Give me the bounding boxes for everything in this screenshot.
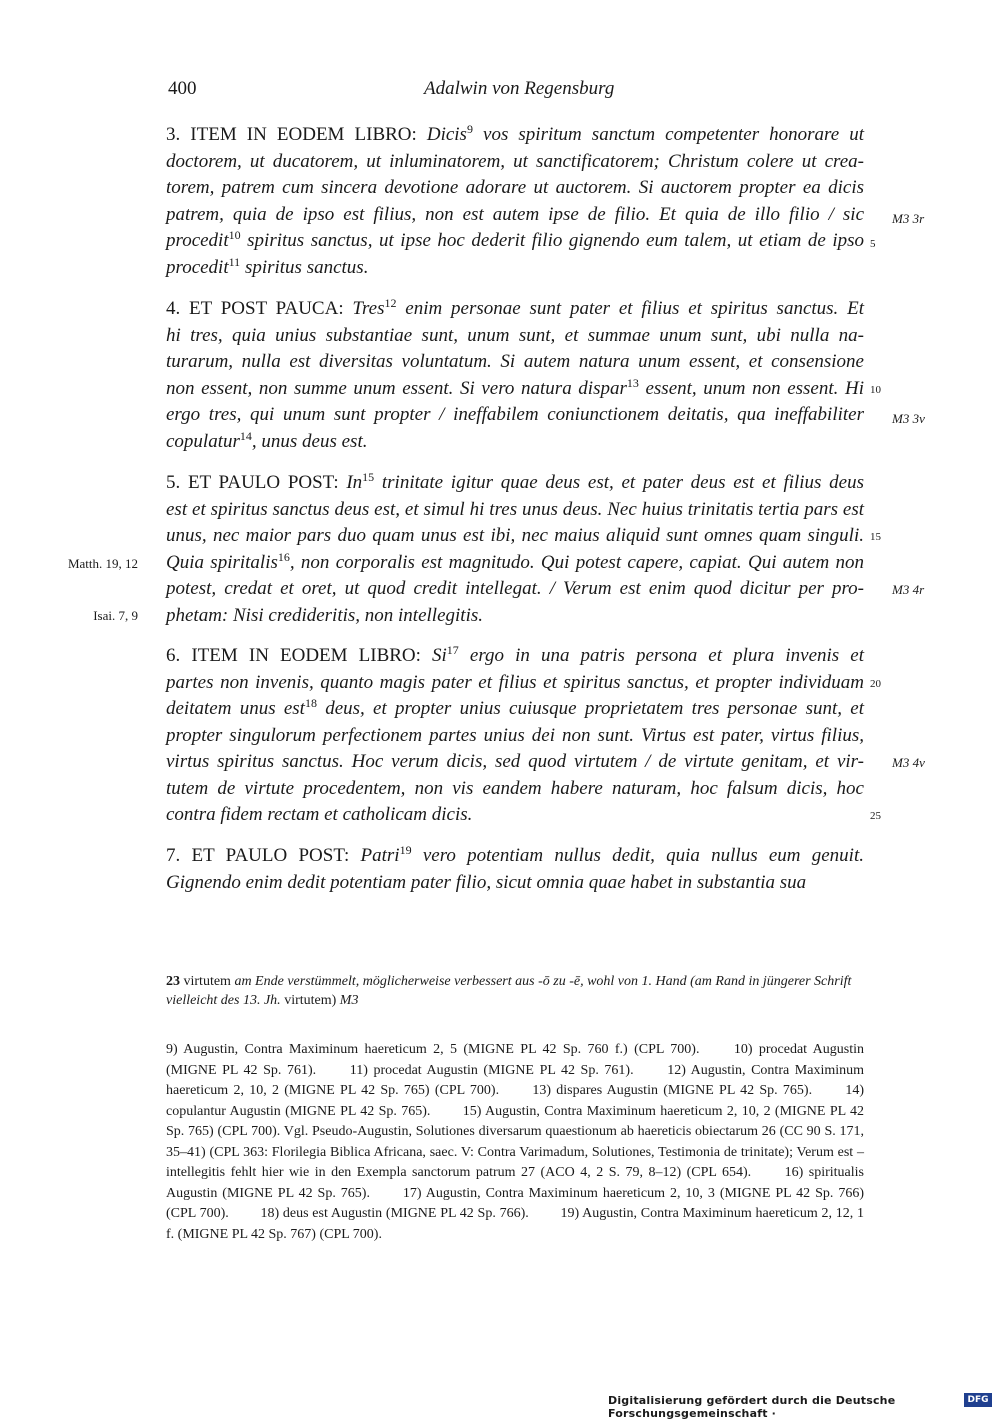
footnote-marker: 19	[399, 843, 412, 857]
apparatus-lemma: virtutem	[183, 974, 231, 989]
text-span: phetam: Nisi credideritis, non intellegitis.	[166, 604, 483, 626]
text-span: Quia spiritalis	[166, 551, 278, 573]
footnote: 18) deus est Augustin (MIGNE PL 42 Sp. 766).	[260, 1206, 529, 1221]
text-line	[166, 497, 864, 523]
footnote-marker: 15	[362, 470, 375, 484]
text-span: ergo in una patris persona et plura invenis et	[458, 645, 864, 666]
funding-notice: Digitalisierung gefördert durch die Deutsche Forschungsgemeinschaft ·	[608, 1394, 896, 1420]
text-line	[166, 429, 864, 455]
text-line	[166, 802, 864, 828]
apparatus-lemma-2: virtutem)	[284, 993, 337, 1008]
footnote-marker: 14	[239, 428, 252, 443]
text-span: deitatem unus est	[166, 698, 305, 719]
section-heading: 5. ET PAULO POST:	[166, 472, 347, 493]
footnote: 10) procedat Augustin (MIGNE PL 42 Sp. 761).	[166, 1042, 864, 1078]
text-span: potest, credat et oret, ut quod credit intellegat. / Verum est enim quod dicitur per pro-	[166, 578, 864, 599]
text-span: tutem de virtute procedentem, non vis eandem habere naturam, hoc falsum dicis, hoc	[166, 777, 864, 799]
manuscript-ref: M3 4r	[892, 582, 925, 597]
line-number: 25	[870, 810, 881, 822]
footnote: 11) procedat Augustin (MIGNE PL 42 Sp. 761).	[349, 1062, 634, 1078]
manuscript-ref: M3 3r	[892, 211, 925, 226]
text-span: procedit	[166, 256, 229, 278]
text-line	[166, 643, 864, 669]
text-span: non essent, non summe unum essent. Si vero natura dispar	[166, 377, 627, 399]
footnote-marker: 18	[304, 696, 317, 710]
text-line	[166, 349, 864, 375]
line-number: 15	[870, 531, 881, 543]
text-line	[166, 670, 864, 696]
running-title: Adalwin von Regensburg	[424, 78, 615, 99]
footnote: 12) Augustin, Contra Maximinum haereticum 2, 10, 2 (MIGNE PL 42 Sp. 765) (CPL 700).	[166, 1062, 865, 1098]
text-line	[166, 696, 864, 722]
text-span: Patri	[360, 845, 400, 866]
text-span: patrem, quia de ipso est filius, non est autem ipse de filio. Et quia de illo filio / sic	[166, 203, 864, 225]
text-line	[166, 550, 864, 576]
section-heading: 3. ITEM IN EODEM LIBRO:	[166, 124, 427, 145]
manuscript-ref: M3 4v	[892, 755, 925, 770]
section-heading: 6. ITEM IN EODEM LIBRO:	[166, 645, 433, 666]
manuscript-ref: M3 3v	[892, 411, 925, 426]
text-line	[166, 776, 864, 802]
section-heading: 4. ET POST PAUCA:	[166, 298, 353, 319]
text-span: spiritus sanctus.	[240, 256, 369, 278]
text-line	[166, 175, 864, 201]
critical-apparatus	[166, 972, 864, 1010]
text-span: partes non invenis, quanto magis pater et filius et spiritus sanctus, et propter individuam	[166, 671, 864, 693]
text-span: vero potentiam nullus dedit, quia nullus eum genuit.	[411, 845, 864, 866]
text-line	[166, 149, 864, 175]
text-span: torem, patrem cum sincera devotione adorare ut auctorem. Si auctorem propter ea dicis	[166, 177, 864, 198]
footnote-marker: 9	[466, 122, 473, 136]
text-span: unus, nec maior pars duo quam unus est ibi, nec maius aliquid sunt omnes quam singuli.	[166, 525, 864, 546]
line-number: 10	[870, 384, 881, 396]
text-line	[166, 749, 864, 775]
footnote: 19) Augustin, Contra Maximinum haereticum 2, 12, 1 f. (MIGNE PL 42 Sp. 767) (CPL 700).	[166, 1206, 864, 1242]
section-heading: 7. ET PAULO POST:	[166, 845, 361, 866]
apparatus-line-number: 23	[166, 974, 180, 989]
text-span: trinitate igitur quae deus est, et pater deus est et filius deus	[374, 472, 864, 493]
text-line	[166, 723, 864, 749]
apparatus-siglum: M3	[339, 993, 359, 1008]
text-span: , non corporalis est magnitudo. Qui potest capere, capiat. Qui autem non	[289, 551, 864, 573]
text-line	[166, 523, 864, 549]
text-line	[166, 870, 864, 896]
text-span: ergo tres, qui unum sunt propter / ineffabilem coniunctionem deitatis, qua ineffabiliter	[166, 404, 864, 425]
text-span: In	[346, 472, 363, 493]
footnote: 9) Augustin, Contra Maximinum haereticum 2, 5 (MIGNE PL 42 Sp. 760 f.) (CPL 700).	[166, 1042, 700, 1057]
text-line	[166, 296, 864, 322]
text-span: procedit	[166, 230, 229, 251]
text-line	[166, 402, 864, 428]
text-span: Si	[432, 645, 447, 666]
footnote-marker: 10	[228, 228, 241, 242]
text-line	[166, 255, 864, 281]
text-line	[166, 202, 864, 228]
text-span: essent, unum non essent. Hi	[638, 377, 864, 399]
text-line	[166, 603, 864, 629]
footnote: 17) Augustin, Contra Maximinum haereticum 2, 10, 3 (MIGNE PL 42 Sp. 766) (CPL 700).	[166, 1185, 864, 1221]
footnote: 15) Augustin, Contra Maximinum haereticum 2, 10, 2 (MIGNE PL 42 Sp. 765) (CPL 700). Vgl. Pseudo-Augustin, Solutiones diversarum quaestionum ab haereticis obiectarum 26 (CC 90 S. 171, 35–41) (CPL 363: Florilegia Biblica Africana, saec. V: Contra Varimadum, Solutiones, Testimonia de trinitate); Verum est – intellegitis fehlt hier wie in den Exempla sanctorum patrum 27 (ACO 4, 2 S. 79, 8–12) (CPL 654).	[166, 1103, 865, 1180]
apparatus-note: am Ende verstümmelt, möglicherweise verbessert aus -ō zu -ē, wohl von 1. Hand (am Rand in jüngerer Schrift vielleicht des 13. Jh.	[166, 974, 852, 1008]
text-span: virtus spiritus sanctus. Hoc verum dicis, sed quod virtutem / de virtute genitam, et vir-	[166, 751, 864, 772]
line-number: 5	[870, 238, 876, 250]
text-line	[166, 376, 864, 402]
text-span: est et spiritus sanctus deus est, et simul hi tres unus deus. Nec huius trinitatis tertia pars est	[166, 498, 864, 520]
text-span: hi tres, quia unius substantiae sunt, unum sunt, et summae unum sunt, ubi nulla na-	[166, 324, 864, 346]
text-span: Gignendo enim dedit potentiam pater filio, sicut omnia quae habet in substantia sua	[166, 871, 807, 893]
text-span: Tres	[352, 298, 385, 319]
footnote-marker: 16	[277, 549, 290, 564]
footnotes	[166, 1040, 864, 1245]
page-number: 400	[168, 78, 197, 99]
footnote-marker: 12	[384, 296, 397, 310]
text-span: propter singulorum perfectionem partes unius dei non sunt. Virtus est pater, virtus filius,	[166, 724, 864, 746]
text-span: deus, et propter unius cuiusque proprietatem tres personae sunt, et	[316, 698, 864, 719]
text-span: Dicis	[426, 124, 467, 145]
text-line	[166, 576, 864, 602]
text-span: copulatur	[166, 430, 240, 452]
dfg-logo: DFG	[964, 1393, 992, 1407]
text-line	[166, 228, 864, 254]
text-span: , unus deus est.	[251, 430, 368, 452]
text-span: doctorem, ut ducatorem, ut inluminatorem, ut sanctificatorem; Christum colere ut crea-	[166, 150, 864, 172]
footnote-marker: 17	[446, 643, 459, 657]
text-span: contra fidem rectam et catholicam dicis.	[166, 804, 473, 825]
text-span: vos spiritum sanctum competenter honorare ut	[472, 124, 864, 145]
footnote-marker: 13	[626, 375, 639, 390]
footnote: 16) spiritualis Augustin (MIGNE PL 42 Sp. 765).	[166, 1165, 865, 1201]
footnote: 13) dispares Augustin (MIGNE PL 42 Sp. 765).	[532, 1083, 813, 1098]
text-line	[166, 470, 864, 496]
line-number: 20	[870, 678, 881, 690]
text-line	[166, 122, 864, 148]
text-line	[166, 843, 864, 869]
footnote: 14) copulantur Augustin (MIGNE PL 42 Sp. 765).	[166, 1083, 865, 1119]
biblical-ref: Matth. 19, 12	[67, 556, 138, 571]
text-span: spiritus sanctus, ut ipse hoc dederit filio gignendo eum talem, ut etiam de ipso	[240, 230, 864, 251]
text-span: enim personae sunt pater et filius et spiritus sanctus. Et	[396, 298, 865, 319]
text-line	[166, 323, 864, 349]
footnote-marker: 11	[228, 254, 241, 269]
biblical-ref: Isai. 7, 9	[93, 608, 138, 623]
text-span: turarum, nulla est diversitas voluntatum. Si autem natura unum essent, et consensione	[166, 351, 864, 372]
